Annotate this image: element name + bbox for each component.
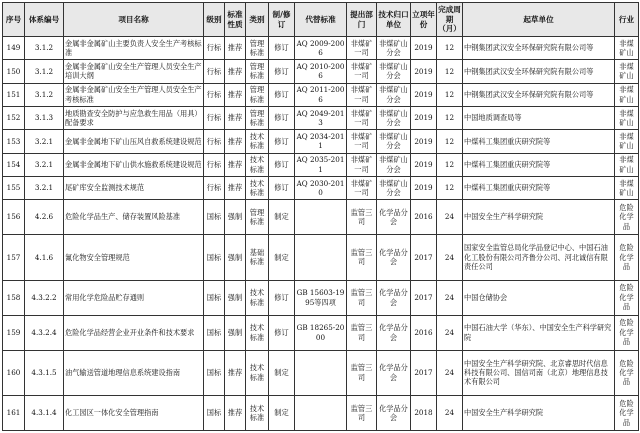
- cell-approval-year: 2019: [411, 37, 437, 60]
- cell-replaced-standard: AQ 2030-2010: [295, 176, 347, 199]
- header-row: [3, 3, 639, 37]
- cell-cycle-months: 12: [437, 83, 463, 106]
- cell-drafting-unit: 中煤科工集团重庆研究院等: [463, 130, 615, 153]
- cell-replaced-standard: AQ 2011-2006: [295, 83, 347, 106]
- cell-proposing-dept: 非煤矿一司: [347, 60, 377, 83]
- cell-category: 管理标准: [246, 83, 269, 106]
- cell-drafting-unit: 中国安全生产科学研究院: [463, 396, 615, 431]
- cell-level: 行标: [204, 130, 225, 153]
- standards-table: [2, 2, 639, 431]
- cell-tech-unit: 非煤矿山分会: [377, 37, 411, 60]
- header-replaced-standard: 代替标准: [295, 3, 347, 37]
- cell-approval-year: 2019: [411, 83, 437, 106]
- cell-approval-year: 2019: [411, 130, 437, 153]
- cell-category: 管理标准: [246, 200, 269, 235]
- cell-seq-no: 161: [3, 396, 25, 431]
- cell-proposing-dept: 非煤矿一司: [347, 83, 377, 106]
- cell-tech-unit: 非煤矿山分会: [377, 130, 411, 153]
- cell-level: 国标: [204, 235, 225, 280]
- cell-standard-nature: 强制: [225, 280, 246, 315]
- cell-replaced-standard: AQ 2034-2011: [295, 130, 347, 153]
- cell-drafting-unit: 国家安全监管总局化学品登记中心、中国石油化工股份有限公司齐鲁分公司、河北诚信有限责任公司: [463, 235, 615, 280]
- cell-category: 管理标准: [246, 106, 269, 129]
- header-category: 类别: [246, 3, 269, 37]
- cell-approval-year: 2016: [411, 315, 437, 350]
- cell-seq-no: 155: [3, 176, 25, 199]
- cell-proposing-dept: 非煤矿一司: [347, 106, 377, 129]
- cell-tech-unit: 非煤矿山分会: [377, 153, 411, 176]
- table-row: [3, 350, 639, 395]
- cell-system-code: 3.1.2: [25, 60, 64, 83]
- cell-standard-nature: 推荐: [225, 83, 246, 106]
- cell-proposing-dept: 监管三司: [347, 350, 377, 395]
- cell-proposing-dept: 监管三司: [347, 200, 377, 235]
- header-proposing-dept: 提出部门: [347, 3, 377, 37]
- cell-standard-nature: 推荐: [225, 153, 246, 176]
- cell-project-name: 氰化物安全管理规范: [64, 235, 204, 280]
- cell-cycle-months: 24: [437, 235, 463, 280]
- cell-revision-type: 制定: [269, 200, 295, 235]
- cell-proposing-dept: 非煤矿一司: [347, 153, 377, 176]
- cell-category: 技术标准: [246, 396, 269, 431]
- cell-system-code: 4.3.2.4: [25, 315, 64, 350]
- cell-standard-nature: 推荐: [225, 60, 246, 83]
- cell-proposing-dept: 非煤矿一司: [347, 130, 377, 153]
- cell-system-code: 3.2.1: [25, 130, 64, 153]
- table-row: [3, 37, 639, 60]
- cell-tech-unit: 非煤矿山分会: [377, 60, 411, 83]
- cell-drafting-unit: 中煤科工集团重庆研究院等: [463, 176, 615, 199]
- cell-seq-no: 160: [3, 350, 25, 395]
- cell-proposing-dept: 监管三司: [347, 280, 377, 315]
- cell-level: 国标: [204, 350, 225, 395]
- cell-project-name: 危险化学品生产、储存装置风险基准: [64, 200, 204, 235]
- cell-industry: 非煤矿山: [615, 153, 639, 176]
- cell-category: 基础标准: [246, 235, 269, 280]
- cell-level: 国标: [204, 396, 225, 431]
- cell-level: 行标: [204, 83, 225, 106]
- cell-cycle-months: 12: [437, 37, 463, 60]
- cell-drafting-unit: 中钢集团武汉安全环保研究院有限公司等: [463, 60, 615, 83]
- cell-cycle-months: 12: [437, 176, 463, 199]
- cell-tech-unit: 非煤矿山分会: [377, 176, 411, 199]
- header-level: 级别: [204, 3, 225, 37]
- cell-replaced-standard: [295, 235, 347, 280]
- cell-industry: 非煤矿山: [615, 83, 639, 106]
- table-row: [3, 83, 639, 106]
- cell-level: 国标: [204, 280, 225, 315]
- table-row: [3, 200, 639, 235]
- cell-revision-type: 制定: [269, 396, 295, 431]
- cell-project-name: 金属非金属矿山安全生产管理人员安全生产考核标准: [64, 83, 204, 106]
- cell-replaced-standard: [295, 396, 347, 431]
- cell-standard-nature: 推荐: [225, 37, 246, 60]
- cell-revision-type: 修订: [269, 130, 295, 153]
- cell-industry: 非煤矿山: [615, 106, 639, 129]
- table-row: [3, 106, 639, 129]
- cell-cycle-months: 12: [437, 60, 463, 83]
- cell-project-name: 化工园区一体化安全管理指南: [64, 396, 204, 431]
- cell-drafting-unit: 中钢集团武汉安全环保研究院有限公司等: [463, 83, 615, 106]
- cell-proposing-dept: 非煤矿一司: [347, 37, 377, 60]
- cell-level: 行标: [204, 60, 225, 83]
- cell-cycle-months: 24: [437, 350, 463, 395]
- header-industry: 行业: [615, 3, 639, 37]
- cell-proposing-dept: 监管三司: [347, 235, 377, 280]
- header-drafting-unit: 起草单位: [463, 3, 615, 37]
- cell-replaced-standard: AQ 2035-2011: [295, 153, 347, 176]
- cell-project-name: 金属非金属矿山主要负责人安全生产考核标准: [64, 37, 204, 60]
- cell-revision-type: 修订: [269, 37, 295, 60]
- cell-seq-no: 151: [3, 83, 25, 106]
- cell-category: 技术标准: [246, 176, 269, 199]
- cell-revision-type: 修订: [269, 176, 295, 199]
- cell-level: 国标: [204, 200, 225, 235]
- cell-level: 行标: [204, 37, 225, 60]
- cell-seq-no: 152: [3, 106, 25, 129]
- cell-replaced-standard: [295, 350, 347, 395]
- cell-replaced-standard: [295, 200, 347, 235]
- cell-drafting-unit: 中国仓储协会: [463, 280, 615, 315]
- cell-category: 管理标准: [246, 37, 269, 60]
- cell-industry: 非煤矿山: [615, 60, 639, 83]
- cell-revision-type: 修订: [269, 280, 295, 315]
- cell-replaced-standard: AQ 2010-2006: [295, 60, 347, 83]
- cell-approval-year: 2019: [411, 60, 437, 83]
- cell-drafting-unit: 中钢集团武汉安全环保研究院有限公司等: [463, 37, 615, 60]
- cell-revision-type: 修订: [269, 60, 295, 83]
- cell-standard-nature: 推荐: [225, 106, 246, 129]
- table-header: [3, 3, 639, 37]
- table-body: [3, 37, 639, 431]
- cell-tech-unit: 化学品分会: [377, 280, 411, 315]
- cell-cycle-months: 24: [437, 315, 463, 350]
- cell-standard-nature: 推荐: [225, 176, 246, 199]
- cell-project-name: 金属非金属矿山安全生产管理人员安全生产培训大纲: [64, 60, 204, 83]
- cell-project-name: 金属非金属地下矿山压风自救系统建设规范: [64, 130, 204, 153]
- cell-approval-year: 2017: [411, 280, 437, 315]
- cell-tech-unit: 化学品分会: [377, 200, 411, 235]
- cell-seq-no: 159: [3, 315, 25, 350]
- cell-seq-no: 150: [3, 60, 25, 83]
- cell-approval-year: 2016: [411, 200, 437, 235]
- cell-tech-unit: 化学品分会: [377, 315, 411, 350]
- cell-system-code: 3.2.1: [25, 153, 64, 176]
- cell-standard-nature: 推荐: [225, 130, 246, 153]
- header-project-name: 项目名称: [64, 3, 204, 37]
- header-cycle-months: 完成周期（月）: [437, 3, 463, 37]
- cell-revision-type: 制定: [269, 235, 295, 280]
- header-system-code: 体系编号: [25, 3, 64, 37]
- cell-proposing-dept: 非煤矿一司: [347, 176, 377, 199]
- cell-industry: 危险化学品: [615, 315, 639, 350]
- cell-revision-type: 修订: [269, 153, 295, 176]
- cell-level: 国标: [204, 315, 225, 350]
- cell-tech-unit: 化学品分会: [377, 350, 411, 395]
- cell-category: 技术标准: [246, 350, 269, 395]
- cell-revision-type: 修订: [269, 83, 295, 106]
- cell-system-code: 3.1.3: [25, 106, 64, 129]
- table-row: [3, 60, 639, 83]
- cell-industry: 危险化学品: [615, 396, 639, 431]
- cell-standard-nature: 推荐: [225, 350, 246, 395]
- cell-category: 技术标准: [246, 153, 269, 176]
- cell-standard-nature: 强制: [225, 235, 246, 280]
- cell-cycle-months: 24: [437, 396, 463, 431]
- cell-system-code: 4.3.1.4: [25, 396, 64, 431]
- cell-standard-nature: 推荐: [225, 396, 246, 431]
- cell-seq-no: 157: [3, 235, 25, 280]
- cell-system-code: 4.3.1.5: [25, 350, 64, 395]
- cell-category: 管理标准: [246, 60, 269, 83]
- cell-cycle-months: 12: [437, 106, 463, 129]
- cell-drafting-unit: 中国安全生产科学研究院: [463, 200, 615, 235]
- table-row: [3, 176, 639, 199]
- cell-seq-no: 153: [3, 130, 25, 153]
- cell-level: 行标: [204, 106, 225, 129]
- table-row: [3, 280, 639, 315]
- header-tech-unit: 技术归口单位: [377, 3, 411, 37]
- cell-standard-nature: 强制: [225, 315, 246, 350]
- cell-industry: 非煤矿山: [615, 37, 639, 60]
- cell-seq-no: 156: [3, 200, 25, 235]
- cell-approval-year: 2019: [411, 106, 437, 129]
- cell-project-name: 金属非金属地下矿山供水施救系统建设规范: [64, 153, 204, 176]
- cell-drafting-unit: 中煤科工集团重庆研究院等: [463, 153, 615, 176]
- cell-cycle-months: 12: [437, 130, 463, 153]
- cell-cycle-months: 12: [437, 153, 463, 176]
- cell-approval-year: 2017: [411, 350, 437, 395]
- cell-replaced-standard: AQ 2049-2013: [295, 106, 347, 129]
- cell-replaced-standard: GB 15603-1995等四项: [295, 280, 347, 315]
- table-row: [3, 315, 639, 350]
- cell-industry: 危险化学品: [615, 235, 639, 280]
- cell-drafting-unit: 中国石油大学（华东）、中国安全生产科学研究院: [463, 315, 615, 350]
- cell-replaced-standard: AQ 2009-2006: [295, 37, 347, 60]
- cell-proposing-dept: 监管三司: [347, 315, 377, 350]
- cell-industry: 危险化学品: [615, 280, 639, 315]
- cell-standard-nature: 强制: [225, 200, 246, 235]
- cell-cycle-months: 24: [437, 200, 463, 235]
- table-row: [3, 130, 639, 153]
- cell-revision-type: 修订: [269, 315, 295, 350]
- cell-system-code: 4.2.6: [25, 200, 64, 235]
- cell-tech-unit: 非煤矿山分会: [377, 106, 411, 129]
- cell-seq-no: 149: [3, 37, 25, 60]
- cell-category: 技术标准: [246, 280, 269, 315]
- cell-proposing-dept: 监管三司: [347, 396, 377, 431]
- cell-seq-no: 154: [3, 153, 25, 176]
- header-standard-nature: 标准性质: [225, 3, 246, 37]
- cell-system-code: 3.1.2: [25, 37, 64, 60]
- cell-drafting-unit: 中国安全生产科学研究院、北京睿思时代信息科技有限公司、国信司南（北京）地理信息技术有限公司: [463, 350, 615, 395]
- header-revision-type: 制/修订: [269, 3, 295, 37]
- header-seq-no: 序号: [3, 3, 25, 37]
- cell-industry: 危险化学品: [615, 200, 639, 235]
- cell-level: 行标: [204, 153, 225, 176]
- cell-industry: 非煤矿山: [615, 130, 639, 153]
- cell-drafting-unit: 中国地质调查局等: [463, 106, 615, 129]
- cell-project-name: 常用化学危险品贮存通则: [64, 280, 204, 315]
- cell-cycle-months: 24: [437, 280, 463, 315]
- cell-project-name: 危险化学品经营企业开业条件和技术要求: [64, 315, 204, 350]
- cell-approval-year: 2019: [411, 176, 437, 199]
- cell-system-code: 3.1.2: [25, 83, 64, 106]
- cell-project-name: 尾矿库安全监测技术规范: [64, 176, 204, 199]
- table-row: [3, 396, 639, 431]
- header-approval-year: 立项年份: [411, 3, 437, 37]
- cell-project-name: 地质勘查安全防护与应急救生用品（用具）配备要求: [64, 106, 204, 129]
- cell-approval-year: 2018: [411, 396, 437, 431]
- cell-industry: 非煤矿山: [615, 176, 639, 199]
- cell-system-code: 4.3.2.2: [25, 280, 64, 315]
- cell-revision-type: 修订: [269, 106, 295, 129]
- cell-tech-unit: 化学品分会: [377, 396, 411, 431]
- cell-category: 技术标准: [246, 130, 269, 153]
- cell-revision-type: 制定: [269, 350, 295, 395]
- cell-seq-no: 158: [3, 280, 25, 315]
- cell-tech-unit: 非煤矿山分会: [377, 83, 411, 106]
- cell-approval-year: 2017: [411, 235, 437, 280]
- cell-level: 行标: [204, 176, 225, 199]
- cell-industry: 危险化学品: [615, 350, 639, 395]
- cell-project-name: 油气输送管道地理信息系统建设指南: [64, 350, 204, 395]
- cell-approval-year: 2019: [411, 153, 437, 176]
- cell-system-code: 4.1.6: [25, 235, 64, 280]
- cell-replaced-standard: GB 18265-2000: [295, 315, 347, 350]
- table-row: [3, 235, 639, 280]
- cell-system-code: 3.2.1: [25, 176, 64, 199]
- cell-category: 技术标准: [246, 315, 269, 350]
- table-row: [3, 153, 639, 176]
- cell-tech-unit: 化学品分会: [377, 235, 411, 280]
